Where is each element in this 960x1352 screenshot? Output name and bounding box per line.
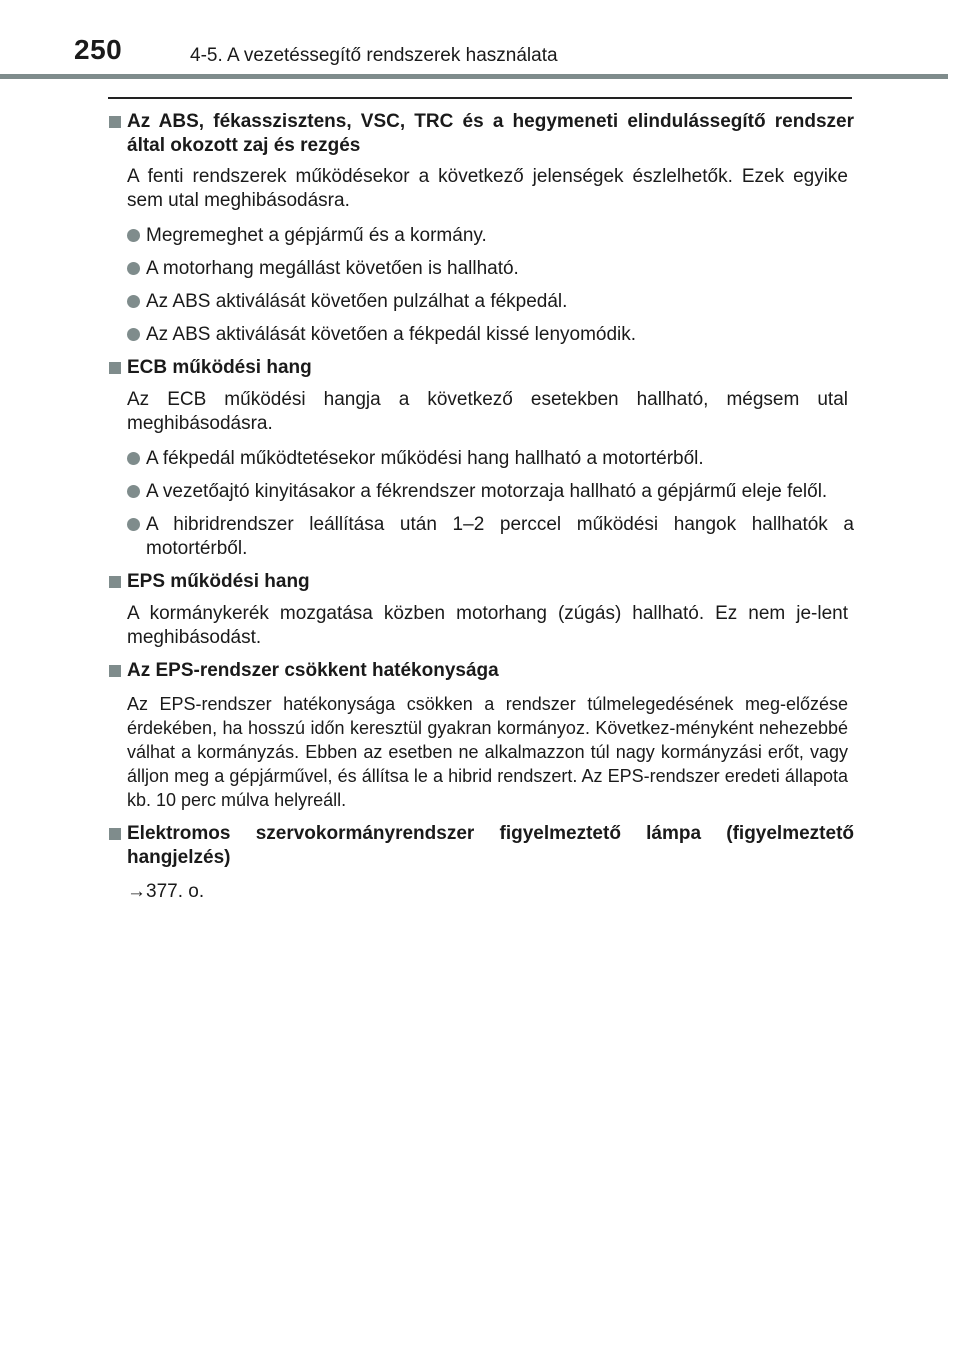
header-divider <box>0 74 948 79</box>
list-item <box>0 257 960 281</box>
section-eps-warning-light <box>0 822 960 904</box>
section-ecb-noise <box>0 356 960 561</box>
list-item-text: A hibridrendszer leállítása után 1–2 perccel működési hangok hallhatók a motortérből. <box>146 514 854 559</box>
round-bullet-icon <box>127 262 140 275</box>
list-item-text: Megremeghet a gépjármű és a kormány. <box>146 225 487 246</box>
section-paragraph: Az ECB működési hangja a következő esetekben hallható, mégsem utal meghibásodásra. <box>127 389 848 434</box>
section-heading-text: Elektromos szervokormányrendszer figyelmeztető lámpa (figyelmeztető hangjelzés) <box>127 823 854 868</box>
content-divider <box>108 97 852 99</box>
section-abs-noise <box>0 110 960 347</box>
chapter-title: 4-5. A vezetéssegítő rendszerek használata <box>190 45 558 66</box>
round-bullet-icon <box>127 229 140 242</box>
list-item <box>0 323 960 347</box>
list-item-text: A motorhang megállást követően is hallható. <box>146 258 519 279</box>
round-bullet-icon <box>127 295 140 308</box>
list-item <box>0 290 960 314</box>
square-bullet-icon <box>109 362 121 374</box>
section-eps-noise <box>0 570 960 650</box>
section-paragraph: A fenti rendszerek működésekor a következő jelenségek észlelhetők. Ezek egyike sem utal meghibásodásra. <box>127 166 848 211</box>
section-heading <box>0 659 960 683</box>
section-paragraph: Az EPS-rendszer hatékonysága csökken a rendszer túlmelegedésének meg-előzése érdekében, ha hosszú időn keresztül gyakran kormányoz. Következ-ményként nehezebbé válhat a kormányzás. Ebben az esetben ne alkalmazzon túl nagy kormányzási erőt, vagy álljon meg a gépjárművel, és állítsa le a hibrid rendszert. Az EPS-rendszer eredeti állapota kb. 10 perc múlva helyreáll. <box>127 694 848 810</box>
list-item <box>0 480 960 504</box>
square-bullet-icon <box>109 828 121 840</box>
section-heading <box>0 110 960 158</box>
section-eps-efficiency <box>0 659 960 812</box>
page-content <box>0 106 960 904</box>
section-paragraph: A kormánykerék mozgatása közben motorhang (zúgás) hallható. Ez nem je-lent meghibásodást. <box>127 603 848 648</box>
list-item-text: A fékpedál működtetésekor működési hang hallható a motortérből. <box>146 448 704 469</box>
square-bullet-icon <box>109 665 121 677</box>
square-bullet-icon <box>109 576 121 588</box>
list-item-text: Az ABS aktiválását követően a fékpedál kissé lenyomódik. <box>146 324 637 345</box>
list-item <box>0 513 960 561</box>
list-item <box>0 224 960 248</box>
page-number: 250 <box>74 34 123 65</box>
list-item-text: Az ABS aktiválását követően pulzálhat a fékpedál. <box>146 291 568 312</box>
section-heading-text: ECB működési hang <box>127 357 312 378</box>
section-heading <box>0 570 960 594</box>
square-bullet-icon <box>109 116 121 128</box>
section-heading-text: Az ABS, fékasszisztens, VSC, TRC és a hegymeneti elindulássegítő rendszer által okozott zaj és rezgés <box>127 111 854 156</box>
section-heading-text: EPS működési hang <box>127 571 310 592</box>
section-heading <box>0 356 960 380</box>
round-bullet-icon <box>127 328 140 341</box>
page-header <box>0 0 960 80</box>
round-bullet-icon <box>127 452 140 465</box>
section-heading <box>0 822 960 870</box>
list-item <box>0 447 960 471</box>
round-bullet-icon <box>127 485 140 498</box>
list-item-text: A vezetőajtó kinyitásakor a fékrendszer motorzaja hallható a gépjármű eleje felől. <box>146 481 828 502</box>
round-bullet-icon <box>127 518 140 531</box>
section-heading-text: Az EPS-rendszer csökkent hatékonysága <box>127 660 499 681</box>
page-reference-link[interactable]: →377. o. <box>127 881 205 902</box>
